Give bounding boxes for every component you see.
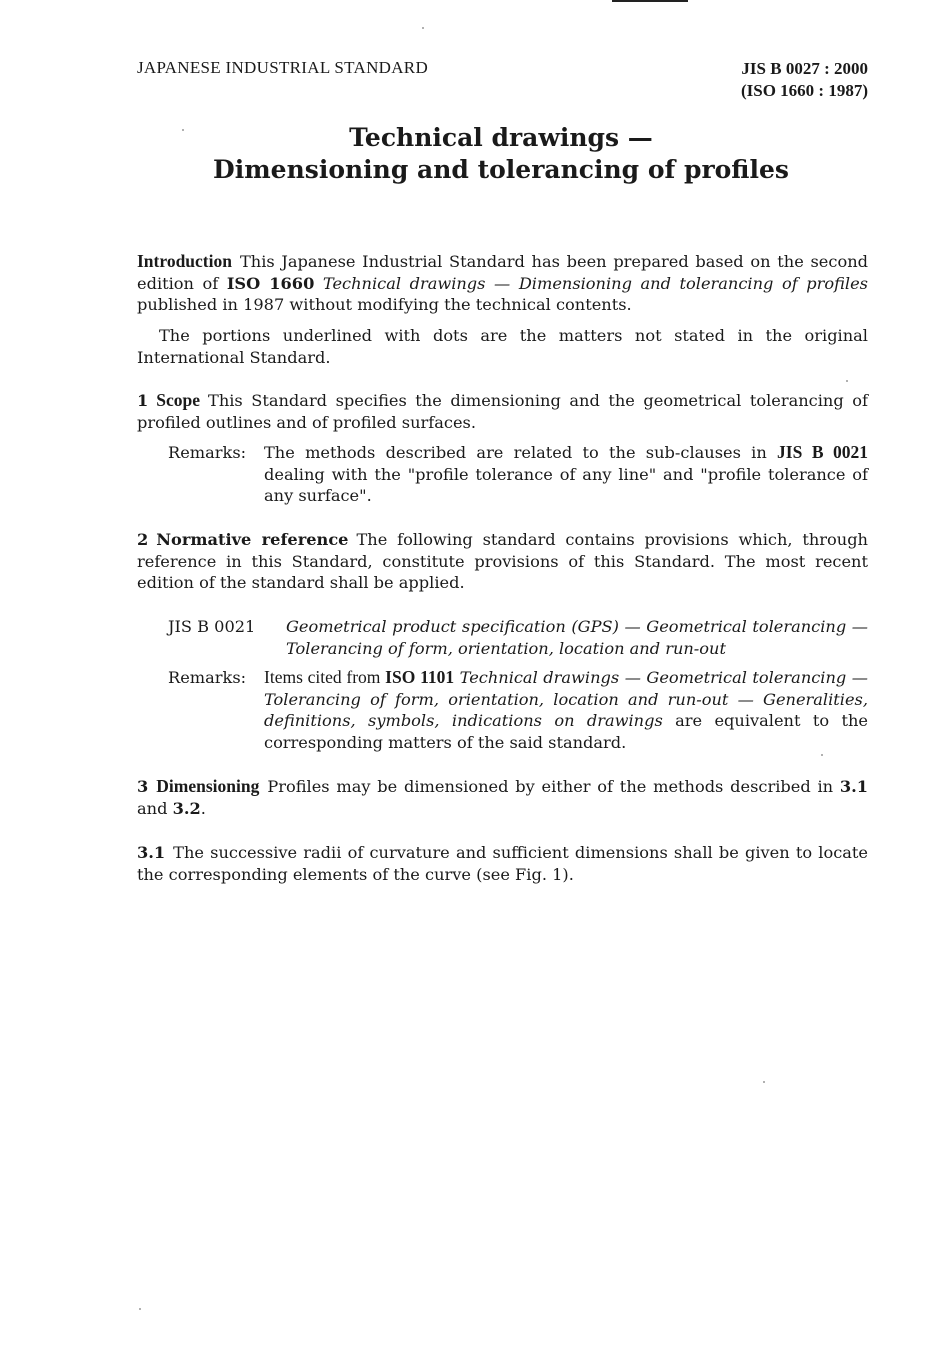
dimensioning-clause xyxy=(137,776,868,819)
normative-remarks-text-a: Items cited from xyxy=(264,667,386,687)
top-edge-mark xyxy=(612,0,688,2)
introduction-paragraph xyxy=(137,251,868,316)
dimensioning-heading: Dimensioning xyxy=(156,776,260,796)
normative-remarks-italic: Technical drawings — Geometrical tolerancing — Tolerancing of form, orientation, location and run-out — Generalities, definitions, symbols, indications on drawings xyxy=(264,668,868,730)
normative-heading: Normative reference xyxy=(156,530,349,549)
jis-number: JIS B 0027 : 2000 xyxy=(741,59,868,78)
introduction-heading: Introduction xyxy=(137,251,232,271)
introduction-text-b: published in 1987 without modifying the technical contents. xyxy=(137,295,632,314)
scope-remarks xyxy=(168,442,868,507)
header-standard-name: JAPANESE INDUSTRIAL STANDARD xyxy=(137,58,429,77)
header-standard-number xyxy=(741,58,868,102)
scan-speck xyxy=(821,754,823,756)
scan-speck xyxy=(182,129,184,131)
reference-title: Geometrical product specification (GPS) — Geometrical tolerancing — Tolerancing of form, orientation, location and run-out xyxy=(286,617,868,658)
scope-text: This Standard specifies the dimensioning and the geometrical tolerancing of profiled outlines and of profiled surfaces. xyxy=(137,391,868,432)
normative-reference-clause xyxy=(137,529,868,594)
normative-number: 2 xyxy=(137,530,149,549)
iso-number: (ISO 1660 : 1987) xyxy=(740,81,868,100)
dimensioning-and: and xyxy=(137,798,173,818)
scan-speck xyxy=(422,27,424,29)
title-line-1: Technical drawings — xyxy=(349,123,653,152)
remarks-text-b: dealing with the "profile tolerance of any line" and "profile tolerance of any surface". xyxy=(264,464,868,505)
dimensioning-end: . xyxy=(200,798,206,818)
remarks-text-a: The methods described are related to the sub-clauses in xyxy=(264,443,778,462)
normative-remarks xyxy=(168,667,868,753)
clause-3-1-number: 3.1 xyxy=(137,843,166,862)
introduction-italic-title: Technical drawings — Dimensioning and tolerancing of profiles xyxy=(322,273,868,293)
normative-text: The following standard contains provisions which, through reference in this Standard, constitute provisions of this Standard. The most recent edition of the standard shall be applied. xyxy=(137,530,868,592)
normative-remarks-iso: ISO 1101 xyxy=(385,667,455,687)
introduction-text-a: This Japanese Industrial Standard has been prepared based on the second edition of xyxy=(137,252,868,293)
dimensioning-ref-2: 3.2 xyxy=(172,798,201,818)
scan-speck xyxy=(139,1308,141,1310)
iso-reference: ISO 1660 xyxy=(226,273,315,293)
introduction-paragraph-2: The portions underlined with dots are the matters not stated in the original International Standard. xyxy=(137,326,868,367)
dimensioning-ref-1: 3.1 xyxy=(839,777,868,796)
reference-code: JIS B 0021 xyxy=(168,617,256,636)
scope-clause xyxy=(137,390,868,433)
normative-remarks-text xyxy=(264,667,868,753)
dimensioning-number: 3 xyxy=(137,777,149,796)
scan-speck xyxy=(846,380,848,382)
normative-remarks-label: Remarks: xyxy=(168,668,247,687)
remarks-label: Remarks: xyxy=(168,443,247,462)
remarks-text xyxy=(264,442,868,507)
normative-reference-entry xyxy=(168,616,868,659)
scope-number: 1 xyxy=(137,391,149,410)
dimensioning-text: Profiles may be dimensioned by either of the methods described in xyxy=(267,777,840,796)
remarks-jis-reference: JIS B 0021 xyxy=(777,442,868,462)
clause-3-1-text: The successive radii of curvature and sufficient dimensions shall be given to locate the corresponding elements of the curve (see Fig. 1). xyxy=(137,843,868,884)
page-title xyxy=(0,122,950,186)
scan-speck xyxy=(763,1081,765,1083)
title-line-2: Dimensioning and tolerancing of profiles xyxy=(213,155,789,184)
scope-heading: Scope xyxy=(156,390,201,410)
clause-3-1 xyxy=(137,842,868,885)
normative-remarks-text-b: are equivalent to the corresponding matters of the said standard. xyxy=(264,711,868,752)
